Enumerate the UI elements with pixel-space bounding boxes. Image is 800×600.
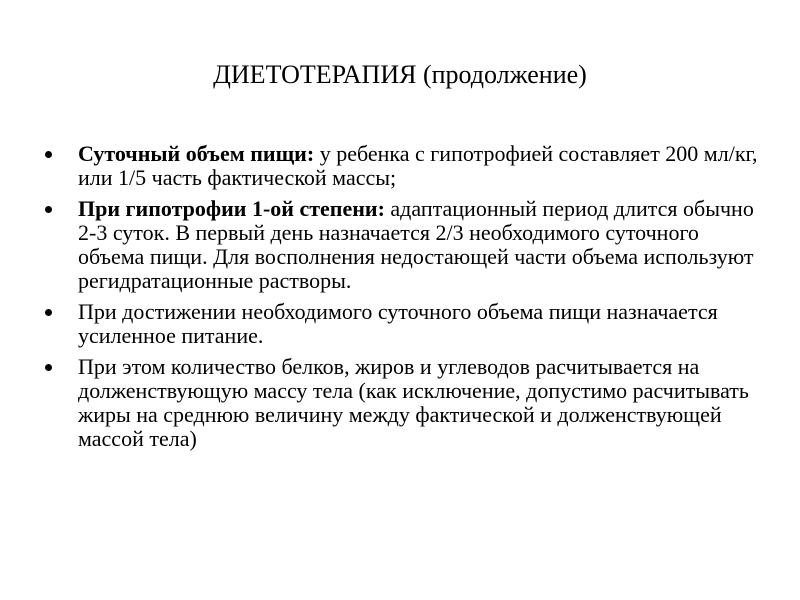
bullet-dot-icon xyxy=(45,151,52,158)
slide-title: ДИЕТОТЕРАПИЯ (продолжение) xyxy=(213,60,587,89)
bullet-text: адаптационный период длится обычно 2-3 суток. В первый день назначается 2/3 необходимого суточного объема пищи. Для восполнения недостающей части объема используют регидратационные растворы. xyxy=(78,196,754,293)
bullet-lead: Суточный объем пищи: xyxy=(78,141,315,166)
bullet-text: При этом количество белков, жиров и углеводов расчитывается на долженствующую массу тела (как исключение, допустимо расчитывать жиры на среднюю величину между фактической и долженствующей массой тела) xyxy=(78,354,749,451)
bullet-dot-icon xyxy=(45,309,52,316)
bullet-item-first-degree xyxy=(40,197,765,293)
bullet-item-nutrient-calculation xyxy=(40,355,765,451)
bullet-dot-icon xyxy=(45,206,52,213)
bullet-item-daily-volume xyxy=(40,142,765,190)
bullet-item-enhanced-nutrition xyxy=(40,300,765,348)
bullet-dot-icon xyxy=(45,364,52,371)
bullet-lead: При гипотрофии 1-ой степени: xyxy=(78,196,385,221)
bullet-text: у ребенка с гипотрофией составляет 200 мл/кг, или 1/5 часть фактической массы; xyxy=(78,141,758,190)
bullet-list xyxy=(40,142,765,458)
bullet-text: При достижении необходимого суточного объема пищи назначается усиленное питание. xyxy=(78,299,718,348)
